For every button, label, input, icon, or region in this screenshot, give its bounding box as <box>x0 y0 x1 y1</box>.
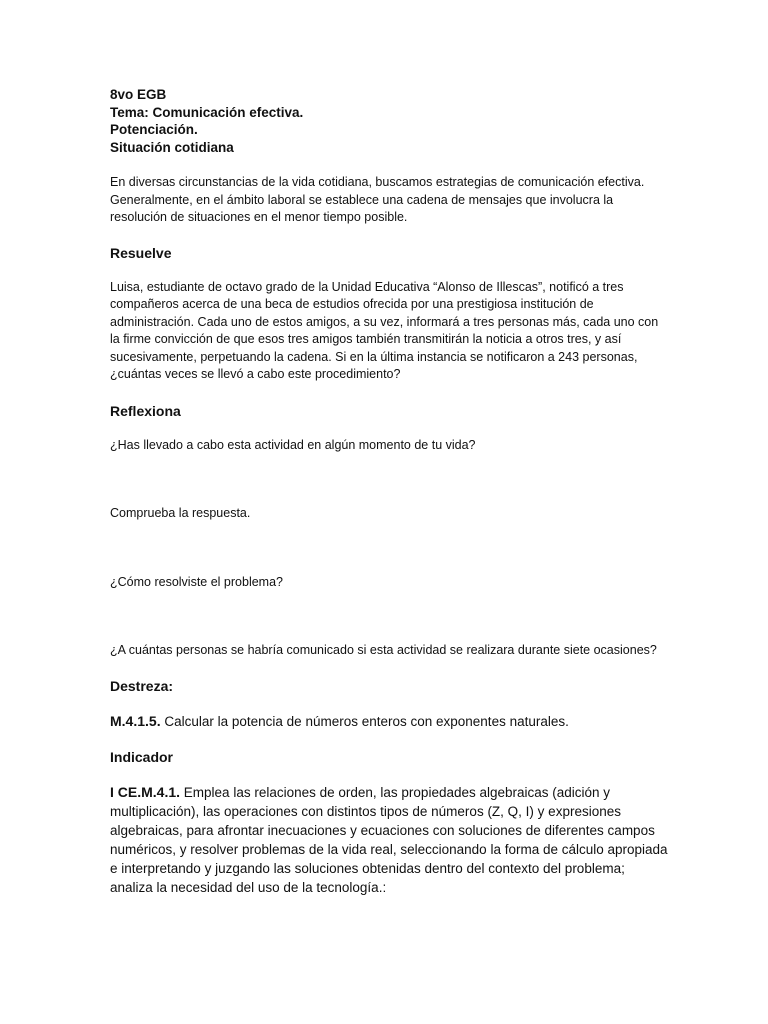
reflexiona-heading: Reflexiona <box>110 402 181 419</box>
document-body <box>110 86 670 897</box>
resuelve-heading: Resuelve <box>110 244 172 261</box>
indicador-code: I CE.M.4.1. <box>110 783 181 800</box>
indicador-heading: Indicador <box>110 748 174 765</box>
reflexiona-question-2: Comprueba la respuesta. <box>110 506 251 520</box>
resuelve-problem: Luisa, estudiante de octavo grado de la Unidad Educativa “Alonso de Illescas”, notificó a tres compañeros acerca de una beca de estudios ofrecida por una prestigiosa institución de administración. Cada uno de estos amigos, a su vez, informará a tres personas más, cada uno con la firme convicción de que esos tres amigos también transmitirán la noticia a otros tres, y así sucesivamente, perpetuando la cadena. Si en la última instancia se notificaron a 243 personas, ¿cuántas veces se llevó a cabo este procedimiento? <box>110 279 659 381</box>
intro-paragraph: En diversas circunstancias de la vida cotidiana, buscamos estrategias de comunicación efectiva. Generalmente, en el ámbito laboral se establece una cadena de mensajes que involucra la resolución de situaciones en el menor tiempo posible. <box>110 175 645 224</box>
destreza-heading: Destreza: <box>110 677 174 694</box>
indicador-paragraph <box>110 783 670 897</box>
indicador-text: Emplea las relaciones de orden, las propiedades algebraicas (adición y multiplicación), las operaciones con distintos tipos de números (Z, Q, I) y expresiones algebraicas, para afrontar inecuaciones y ecuaciones con soluciones de diferentes campos numéricos, y resolver problemas de la vida real, seleccionando la forma de cálculo apropiada e interpretando y juzgando las soluciones obtenidas dentro del contexto del problema; analiza la necesidad del uso de la tecnología.: <box>110 784 668 895</box>
reflexiona-question-4: ¿A cuántas personas se habría comunicado si esta actividad se realizara durante siete ocasiones? <box>110 643 657 657</box>
reflexiona-question-1: ¿Has llevado a cabo esta actividad en algún momento de tu vida? <box>110 437 476 452</box>
subtopic-title: Potenciación. <box>110 122 198 137</box>
reflexiona-question-3: ¿Cómo resolviste el problema? <box>110 574 283 589</box>
grade-label: 8vo EGB <box>110 87 167 102</box>
topic-title: Tema: Comunicación efectiva. <box>110 104 304 120</box>
destreza-paragraph <box>110 712 670 731</box>
section-title: Situación cotidiana <box>110 139 234 155</box>
destreza-text: Calcular la potencia de números enteros con exponentes naturales. <box>164 713 569 729</box>
destreza-code: M.4.1.5. <box>110 712 161 729</box>
document-header <box>110 86 670 156</box>
